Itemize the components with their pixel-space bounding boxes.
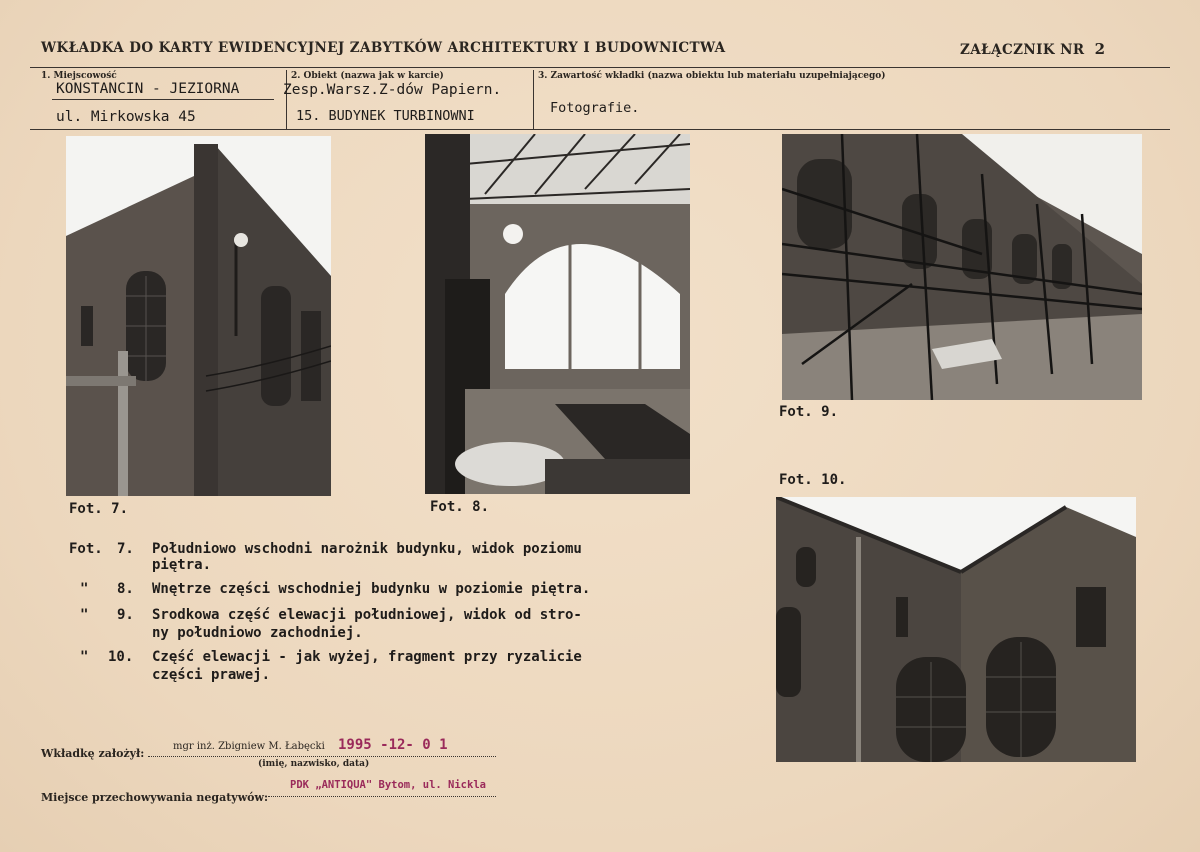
description-number: 10. bbox=[108, 649, 134, 665]
content-label: 3. Zawartość wkładki (nazwa obiektu lub materiału uzupełniającego) bbox=[538, 71, 886, 81]
locality-label: 1. Miejscowość bbox=[41, 71, 117, 81]
underline bbox=[52, 99, 274, 100]
field-divider bbox=[286, 70, 287, 130]
description-text: Południowo wschodni narożnik budynku, widok poziomu bbox=[152, 541, 582, 557]
field-divider bbox=[533, 70, 534, 130]
object-value: Zesp.Warsz.Z-dów Papiern. bbox=[283, 82, 502, 98]
description-text: piętra. bbox=[152, 557, 212, 573]
description-text: Wnętrze części wschodniej budynku w poziomie piętra. bbox=[152, 581, 591, 597]
description-item: Fot. bbox=[69, 541, 103, 557]
photo-9 bbox=[782, 134, 1142, 400]
author-name: mgr inż. Zbigniew M. Łabęcki bbox=[173, 741, 325, 752]
author-hint: (imię, nazwisko, data) bbox=[258, 759, 370, 769]
ditto-mark: " bbox=[80, 581, 89, 597]
storage-label: Miejsce przechowywania negatywów: bbox=[41, 791, 269, 804]
header-rule bbox=[30, 67, 1170, 68]
storage-stamp: PDK „ANTIQUA" Bytom, ul. Nickla bbox=[290, 779, 486, 791]
photo-8-caption: Fot. 8. bbox=[430, 499, 490, 515]
founded-label: Wkładkę założył: bbox=[41, 747, 145, 760]
description-number: 9. bbox=[117, 607, 134, 623]
annex-label: ZAŁĄCZNIK NR 2 bbox=[960, 40, 1106, 58]
description-text: części prawej. bbox=[152, 667, 271, 683]
object-label: 2. Obiekt (nazwa jak w karcie) bbox=[291, 71, 444, 81]
photo-8 bbox=[425, 134, 690, 494]
building-value: 15. BUDYNEK TURBINOWNI bbox=[296, 108, 475, 124]
description-number: 7. bbox=[117, 541, 134, 557]
fields-rule bbox=[30, 129, 1170, 130]
street-value: ul. Mirkowska 45 bbox=[56, 109, 196, 125]
card-title: WKŁADKA DO KARTY EWIDENCYJNEJ ZABYTKÓW ARCHITEKTURY I BUDOWNICTWA bbox=[41, 40, 726, 56]
description-text: Część elewacji - jak wyżej, fragment przy ryzalicie bbox=[152, 649, 582, 665]
description-number: 8. bbox=[117, 581, 134, 597]
photo-7-caption: Fot. 7. bbox=[69, 501, 129, 517]
photo-7 bbox=[66, 136, 331, 496]
description-text: ny południowo zachodniej. bbox=[152, 625, 363, 641]
locality-value: KONSTANCIN - JEZIORNA bbox=[56, 81, 240, 97]
photo-9-caption: Fot. 9. bbox=[779, 404, 839, 420]
ditto-mark: " bbox=[80, 649, 89, 665]
photo-10-caption: Fot. 10. bbox=[779, 472, 847, 488]
storage-line bbox=[268, 796, 496, 797]
photo-10 bbox=[776, 497, 1136, 762]
description-text: Srodkowa część elewacji południowej, widok od stro- bbox=[152, 607, 582, 623]
signature-line bbox=[148, 756, 496, 757]
ditto-mark: " bbox=[80, 607, 89, 623]
date-stamp: 1995 -12- 0 1 bbox=[338, 737, 448, 753]
content-value: Fotografie. bbox=[550, 100, 640, 116]
